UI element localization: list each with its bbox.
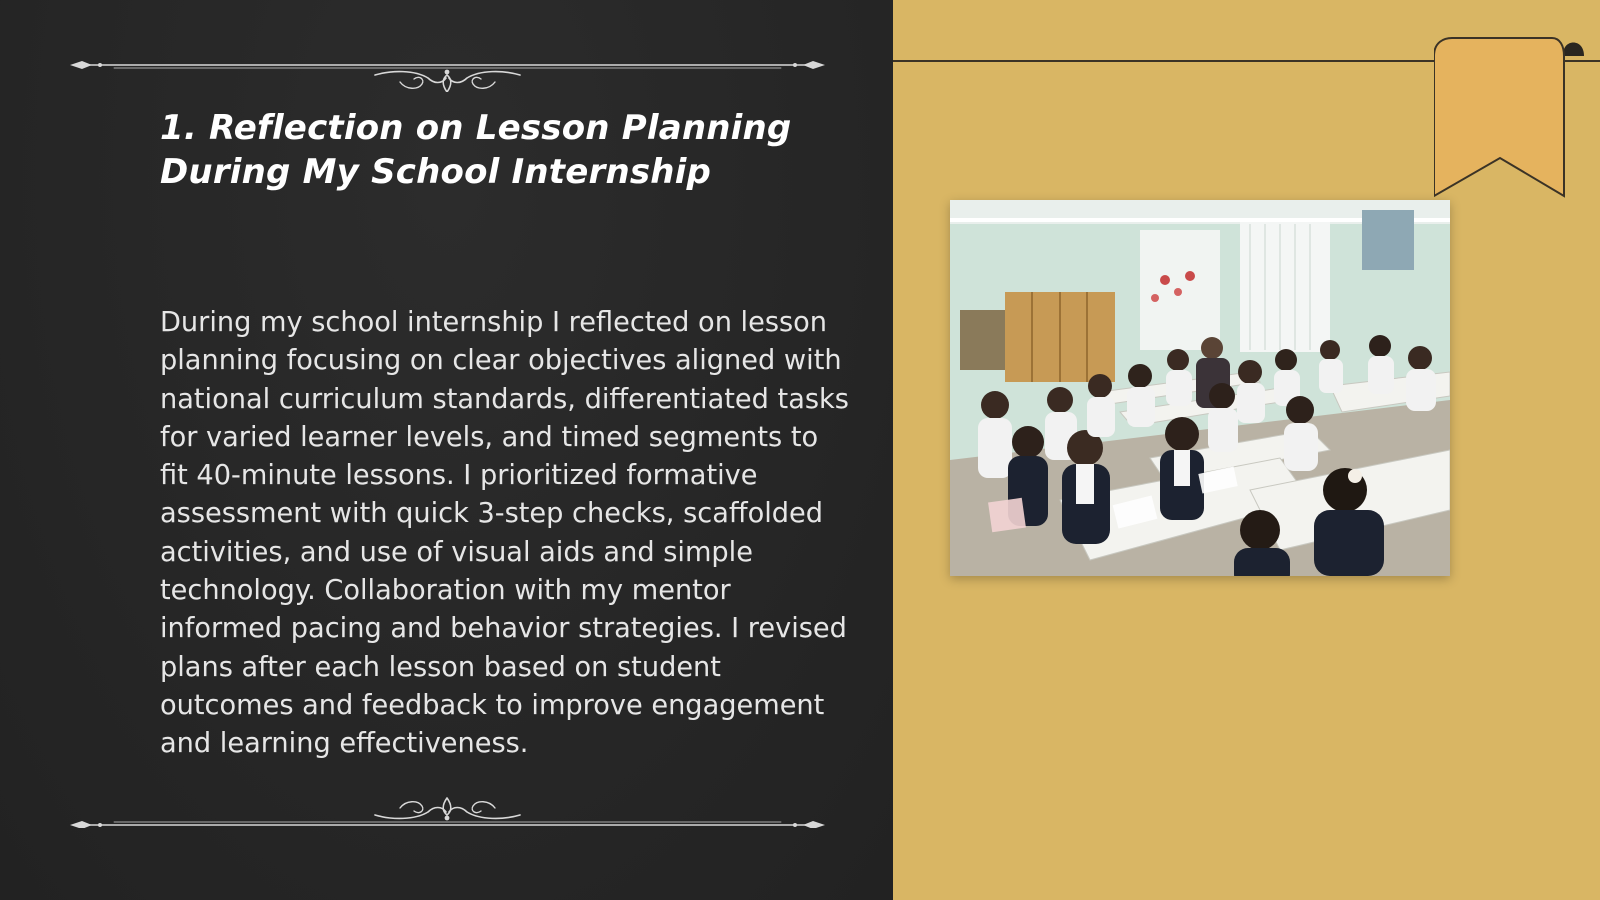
ribbon-bookmark-icon: [1434, 34, 1584, 200]
top-ornament-divider: [70, 42, 825, 92]
slide-title: 1. Reflection on Lesson Planning During My School Internship: [160, 108, 792, 192]
classroom-photo: [950, 200, 1450, 576]
bottom-ornament-divider: [70, 778, 825, 828]
slide-body-text: During my school internship I reflected on lesson planning focusing on clear objectives aligned with national curriculum standards, differentiated tasks for varied learner levels, and timed segments to fit 40-minute lessons. I prioritized formative assessment with quick 3-step checks, scaffolded activities, and use of visual aids and simple technology. Collaboration with my mentor informed pacing and behavior strategies. I revised plans after each lesson based on student outcomes and feedback to improve engagement and learning effectiveness.: [160, 307, 849, 760]
